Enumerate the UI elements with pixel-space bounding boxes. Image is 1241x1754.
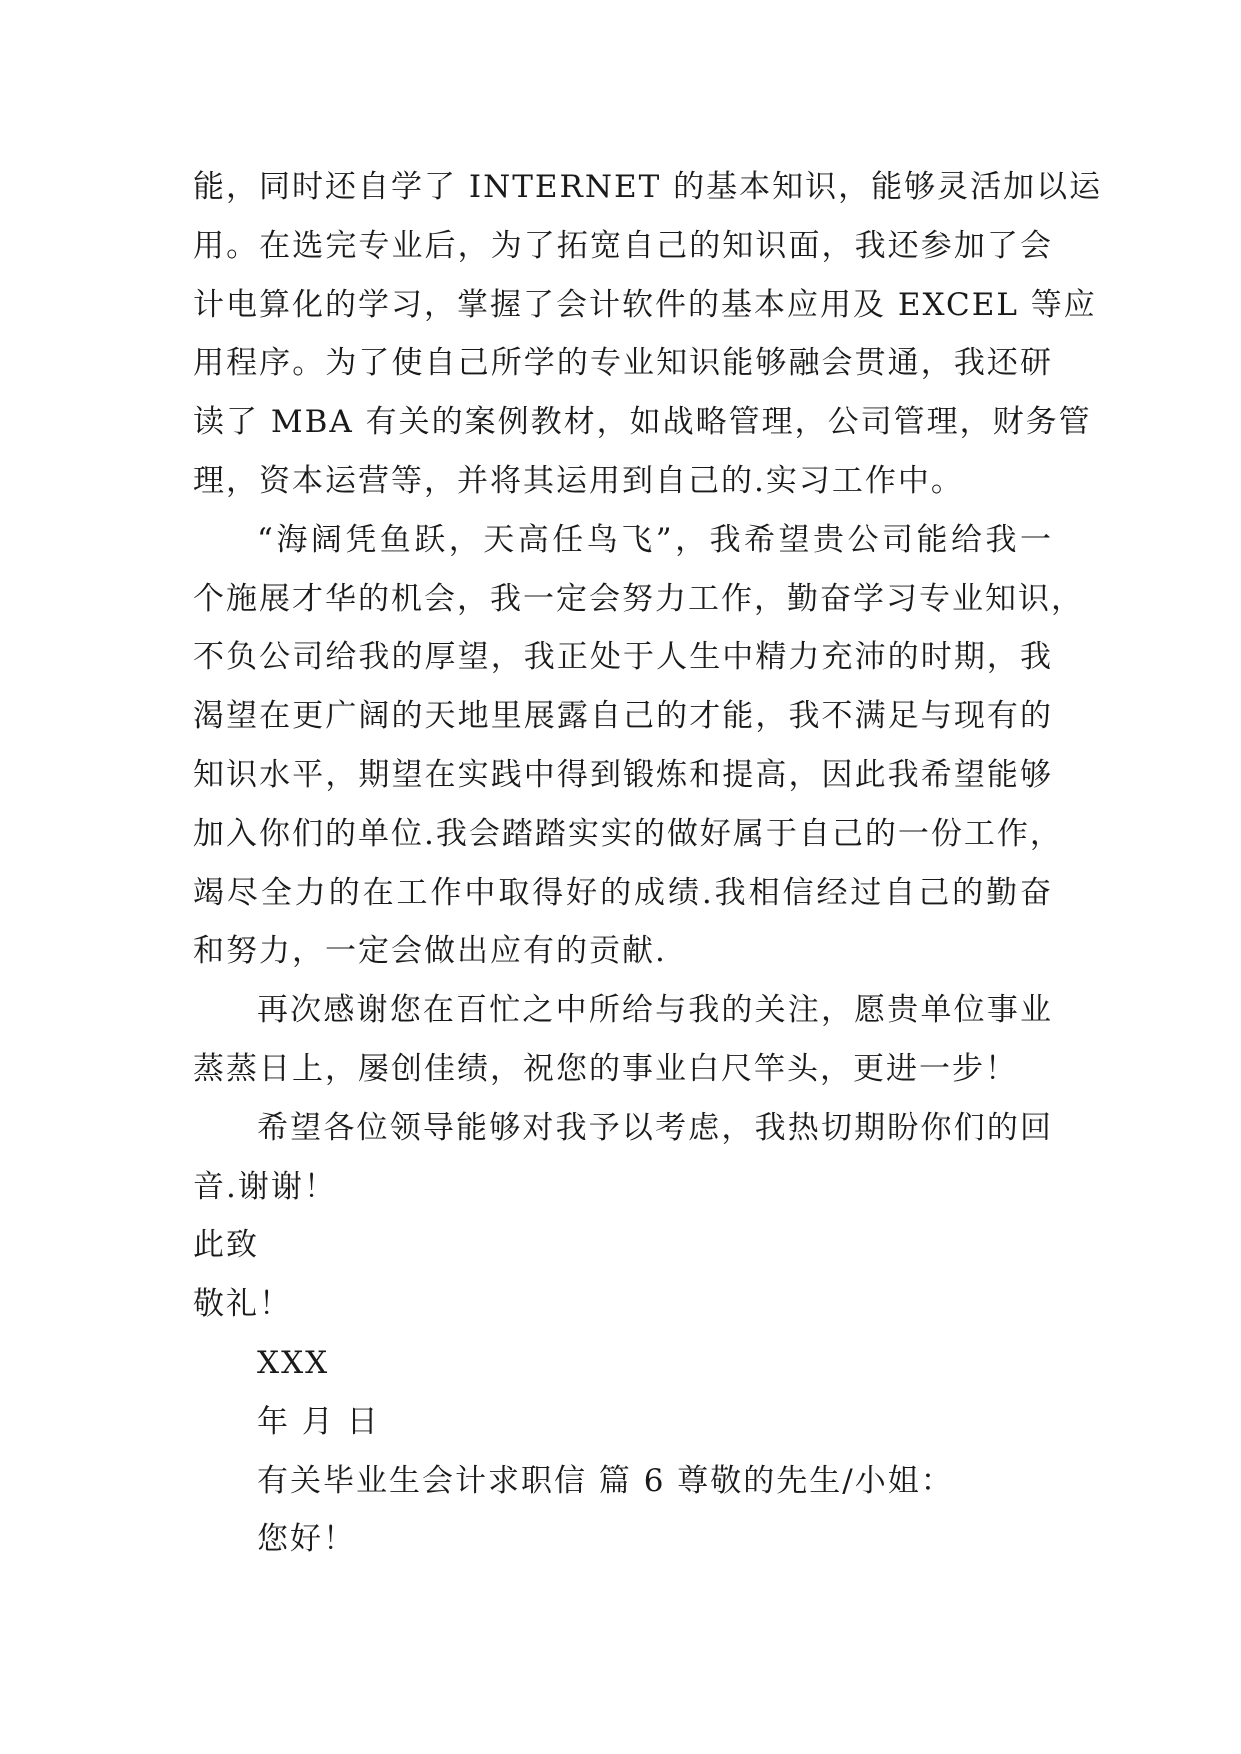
text-line: 再次感谢您在百忙之中所给与我的关注，愿贵单位事业 — [257, 992, 1053, 1029]
text-line: 个施展才华的机会，我一定会努力工作，勤奋学习专业知识， — [193, 580, 1084, 617]
greeting-line: 您好！ — [257, 1521, 356, 1558]
text-line: 和努力，一定会做出应有的贡献. — [193, 933, 667, 970]
text-line: 不负公司给我的厚望，我正处于人生中精力充沛的时期，我 — [193, 639, 1053, 676]
signature-name: XXX — [257, 1344, 330, 1381]
text-line: 音.谢谢！ — [193, 1168, 337, 1205]
signature-date: 年 月 日 — [257, 1403, 380, 1440]
text-line: 蒸蒸日上，屡创佳绩，祝您的事业白尺竿头，更进一步！ — [193, 1050, 1018, 1087]
text-line: 用程序。为了使自己所学的专业知识能够融会贯通，我还研 — [193, 345, 1053, 382]
text-line: 渴望在更广阔的天地里展露自己的才能，我不满足与现有的 — [193, 698, 1053, 735]
text-line: 加入你们的单位.我会踏踏实实的做好属于自己的一份工作， — [193, 815, 1063, 852]
closing-line: 此致 — [193, 1227, 259, 1264]
text-line: 能，同时还自学了 INTERNET 的基本知识，能够灵活加以运 — [193, 169, 1103, 205]
document-body — [193, 158, 1103, 1569]
text-line: 计电算化的学习，掌握了会计软件的基本应用及 EXCEL 等应 — [193, 286, 1097, 323]
text-line: 希望各位领导能够对我予以考虑，我热切期盼你们的回 — [257, 1109, 1053, 1146]
closing-salutation: 敬礼！ — [193, 1286, 292, 1323]
text-line: 知识水平，期望在实践中得到锻炼和提高，因此我希望能够 — [193, 756, 1053, 793]
text-line: 竭尽全力的在工作中取得好的成绩.我相信经过自己的勤奋 — [193, 874, 1053, 911]
text-line: 理，资本运营等，并将其运用到自己的.实习工作中。 — [193, 462, 964, 499]
text-line: “海阔凭鱼跃，天高任鸟飞”，我希望贵公司能给我一 — [257, 521, 1053, 558]
section-heading: 有关毕业生会计求职信 篇 6 尊敬的先生/小姐： — [257, 1462, 954, 1499]
text-line: 用。在选完专业后，为了拓宽自己的知识面，我还参加了会 — [193, 227, 1053, 264]
text-line: 读了 MBA 有关的案例教材，如战略管理，公司管理，财务管 — [193, 404, 1092, 441]
